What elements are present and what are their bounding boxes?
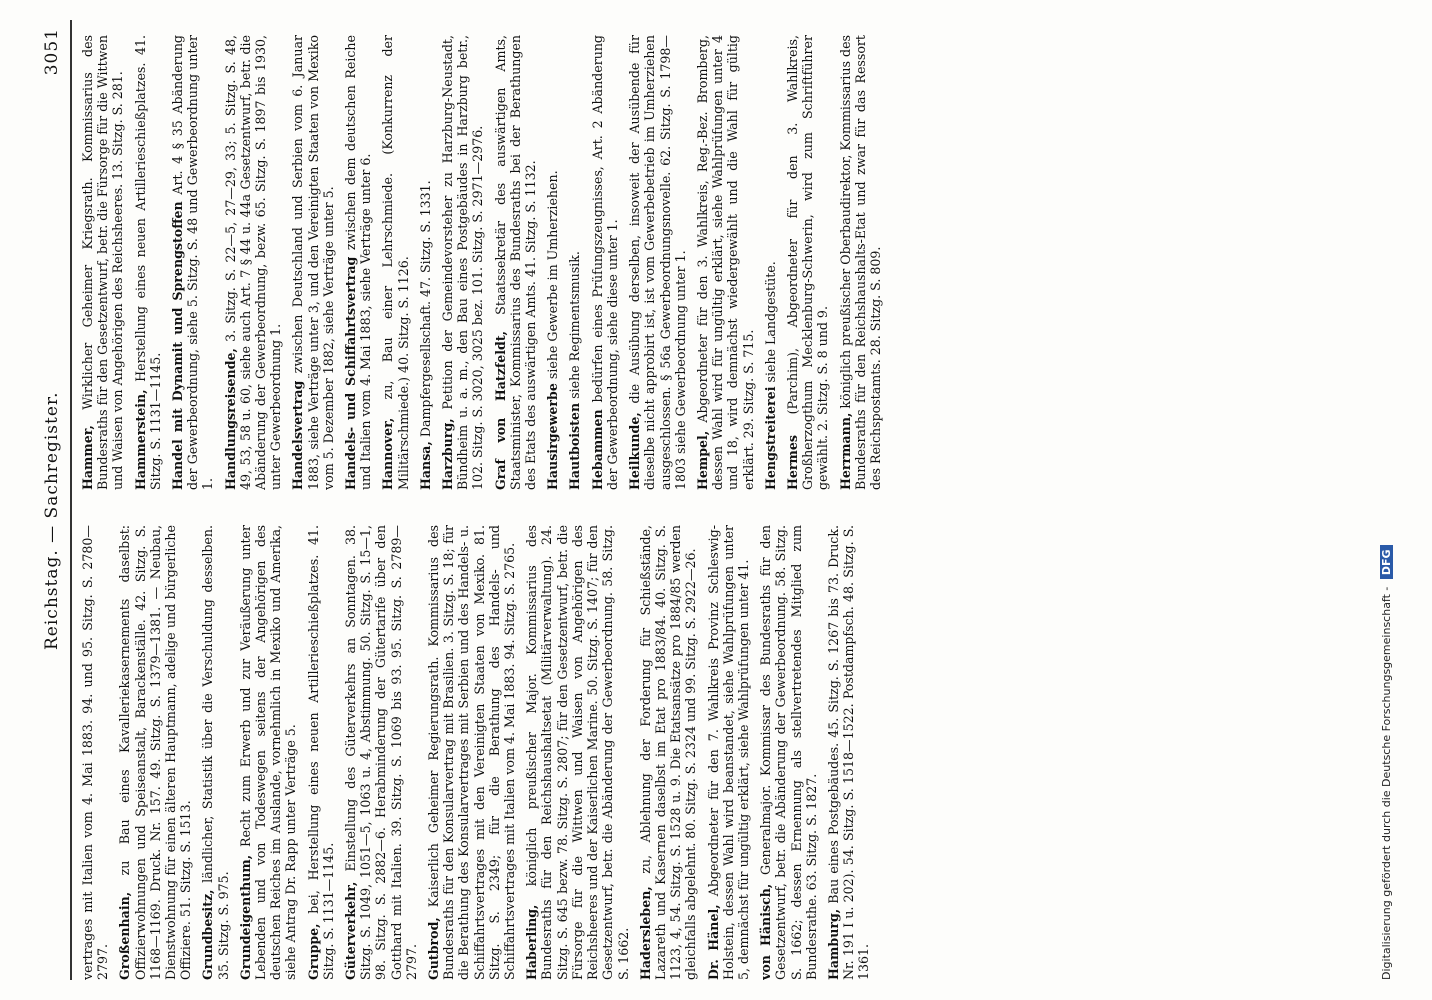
register-entry: [80, 35, 126, 490]
entry-text: Generalmajor. Kommissar des Bundesraths für den Gesetzentwurf, betr. die Abänderung der Gewerbeordnung. 58. Sitzg. S. 1662; dessen Ernennung als stellvertretendes Mitglied zum Bundesrathe. 63. Sitzg. S. 1827.: [758, 525, 819, 980]
entry-keyword: Harzburg,: [440, 418, 456, 490]
entry-text: Bau eines Postgebäudes. 45. Sitzg. S. 1267 bis 73. Druck. Nr. 191 I u. 202). 54. Sitzg. S. 1518—1522. Postdampfsch. 48. Sitzg. S. 1361.: [825, 525, 872, 980]
entry-keyword: Handel mit Dynamit und Sprengstoffen: [170, 201, 186, 490]
register-entry: [290, 35, 336, 490]
register-entry: [785, 35, 831, 490]
column-right: [80, 35, 1380, 490]
entry-keyword: Handelsvertrag: [290, 380, 306, 490]
digitization-label: Digitalisierung gefördert durch die Deutsche Forschungsgemeinschaft -: [1380, 586, 1393, 980]
column-left: [80, 525, 1380, 980]
entry-text: Wirklicher Geheimer Kriegsrath. Kommissarius des Bundesraths für den Gesetzentwurf, betr. die Fürsorge für die Wittwen und Waisen von Angehörigen des Reichsheeres. 13. Sitzg. S. 281.: [80, 35, 126, 490]
entry-keyword: Handlungsreisende,: [222, 348, 238, 490]
entry-text: (Parchim), Abgeordneter für den 3. Wahlkreis, Großherzogthum Mecklenburg-Schwerin, wird zum Schriftführer gewählt. 2. Sitzg. S. 8 und 9.: [784, 35, 831, 490]
running-title: Reichstag. — Sachregister.: [42, 391, 62, 650]
entry-keyword: Hermes: [784, 435, 800, 490]
entry-keyword: Hammer,: [80, 425, 95, 490]
entry-text: bedürfen eines Prüfungszeugnisses, Art. 2 Abänderung der Gewerbeordnung, siehe diese unter 1.: [589, 35, 620, 490]
entry-keyword: Grundeigenthum,: [237, 854, 253, 980]
register-entry: [695, 35, 756, 490]
entry-keyword: Hammerstein,: [132, 389, 148, 490]
entry-text: siehe Gewerbe im Umherziehen.: [545, 170, 561, 380]
register-entry: [343, 525, 419, 980]
digitization-text: [1380, 20, 1393, 980]
register-entry: [627, 35, 688, 490]
entry-text: 3. Sitzg. S. 22—5, 27—29, 33; 5. Sitzg. S. 48, 49, 53, 58 u. 60, siehe auch Art. 7 § 44 u. 44a Gesetzentwurf, betr. die Abänderung der Gewerbeordnung, bezw. 65. Sitzg. S. 1897 bis 1930, unter Gewerbeordnung 1.: [222, 35, 284, 490]
entry-keyword: Gruppe,: [305, 923, 321, 980]
digitization-note: [1376, 10, 1416, 990]
entry-text: Abgeordneter für den 7. Wahlkreis Provinz Schleswig-Holstein, dessen Wahl wird beanstandet, siehe Wahlprüfungen unter 5, demnächst für ungültig erklärt, siehe Wahlprüfungen unter 41.: [705, 525, 751, 980]
entry-text: Recht zum Erwerb und zur Veräußerung unter Lebenden und von Todeswegen seitens der Angehörigen des deutschen Reiches im Auslande, vornehmlich in Mexiko und Amerika, siehe Antrag Dr. Rapp unter Verträge 5.: [237, 525, 299, 980]
entry-text: siehe Regimentsmusik.: [567, 251, 583, 399]
entry-keyword: Grundbesitz,: [200, 889, 216, 980]
entry-text: bei, Herstellung eines neuen Artillerieschießplatzes. 41. Sitzg. S. 1131—1145.: [305, 525, 336, 980]
entry-keyword: Herrmann,: [837, 412, 853, 490]
register-entry: [133, 35, 163, 490]
entry-text: königlich preußischer Major. Kommissarius des Bundesraths für den Reichshaushaltsetat (Militärverwaltung). 24. Sitzg. S. 645 bezw. 78. Sitzg. S. 2807; für den Gesetzentwurf, betr. die Fürsorge für die Wittwen und Waisen von Angehörigen des Reichsheeres und der Kaiserlichen Marine. 50. Sitzg. S. 1407; für den Gesetzentwurf, betr. die Abänderung der Gewerbeordnung. 58. Sitzg. S. 1662.: [524, 525, 631, 980]
register-entry: [200, 525, 230, 980]
entry-text: vertrages mit Italien vom 4. Mai 1883. 94. und 95. Sitzg. S. 2780—2797.: [80, 525, 111, 980]
register-entry: [638, 525, 699, 980]
entry-keyword: Hebammen: [589, 409, 605, 490]
register-entry: [838, 35, 884, 490]
entry-text: Einstellung des Güterverkehrs an Sonntagen. 38. Sitzg. S. 1049, 1051—5, 1063 u. 4, Abstimmung. 50. Sitzg. S. 15—1, 98. Sitzg. S. 2882—6. Herabminderung der Gütertarife über den Gotthard mit Italien. 39. Sitzg. S. 1069 bis 93. 95. Sitzg. S. 2789—2797.: [343, 525, 419, 980]
register-entry: [426, 525, 517, 980]
entry-keyword: Hautboisten: [567, 402, 583, 490]
entry-text: die Ausübung derselben, insoweit der Ausübende für dieselbe nicht approbirt ist, ist vom Gewerbebetrieb im Umherziehen ausgeschlossen. § 56a Gewerbeordnungsnovelle. 62. Sitzg. S. 1798—1803 siehe Gewerbeordnung unter 1.: [627, 35, 688, 490]
register-entry: [758, 525, 819, 980]
entry-keyword: Hadersleben,: [637, 886, 653, 980]
entry-keyword: Dr. Hänel,: [705, 904, 721, 980]
register-entry: [545, 35, 560, 490]
entry-keyword: Heilkunde,: [627, 412, 643, 490]
entry-keyword: Hamburg,: [825, 908, 841, 980]
entry-keyword: Hannover,: [380, 417, 396, 490]
register-entry: [418, 35, 433, 490]
entry-keyword: Großenhain,: [117, 891, 133, 980]
entry-text: Staatssekretär des auswärtigen Amts, Staatsminister, Kommissarius des Bundesraths bei der Berathungen des Etats des auswärtigen Amts. 41. Sitzg. S. 1132.: [492, 35, 539, 490]
register-entry: [493, 35, 539, 490]
entry-keyword: Haberling,: [524, 904, 540, 980]
register-entry: [343, 35, 373, 490]
entry-text: Art. 4 § 35 Abänderung der Gewerbeordnung, siehe 5. Sitzg. S. 48 und Gewerbeordnung unter 1.: [170, 35, 216, 490]
entry-text: zu, Bau einer Lehrschmiede. (Konkurrenz der Militärschmiede.) 40. Sitzg. S. 1126.: [380, 35, 411, 490]
entry-text: zwischen dem deutschen Reiche und Italien vom 4. Mai 1883, siehe Verträge unter 6.: [343, 35, 374, 490]
entry-keyword: Hansa,: [417, 441, 433, 490]
register-entry: [567, 35, 582, 490]
entry-text: ländlicher, Statistik über die Verschuldung desselben. 35. Sitzg. S. 975.: [200, 525, 231, 980]
register-entry: [306, 525, 336, 980]
entry-text: Herstellung eines neuen Artillerieschießplatzes. 41. Sitzg. S. 1131—1145.: [132, 35, 163, 490]
entry-keyword: Handels- und Schiffahrtsvertrag: [343, 256, 359, 490]
entry-text: zwischen Deutschland und Serbien vom 6. Januar 1883, siehe Verträge unter 3, und den Vereinigten Staaten von Mexiko vom 5. Dezember 1882, siehe Verträge unter 5.: [290, 35, 336, 490]
entry-keyword: Hempel,: [694, 430, 710, 490]
page-number: 3051: [42, 28, 62, 76]
entry-text: königlich preußischer Oberbaudirektor, Kommissarius des Bundesraths für den Reichshaushalts-Etat und zwar für das Ressort des Reichspostamts. 28. Sitzg. S. 809.: [837, 35, 883, 490]
header-rule: [70, 20, 72, 980]
entry-text: siehe Landgestüte.: [762, 261, 778, 383]
register-entry: [117, 525, 193, 980]
dfg-logo: DFG: [1380, 545, 1393, 579]
register-entry: [524, 525, 630, 980]
register-entry: [238, 525, 299, 980]
entry-text: Kaiserlich Geheimer Regierungsrath. Kommissarius des Bundesraths für den Konsularvertrag mit Brasilien. 3. Sitzg. S. 18; für die Berathung des Konsularvertrages mit Serbien und des Handels- u. Schiffahrtsvertrages mit den Vereinigten Staaten von Mexiko. 81. Sitzg. S. 2349; für die Berathung des Handels- und Schiffahrtsvertrages mit Italien vom 4. Mai 1883. 94. Sitzg. S. 2765.: [426, 525, 518, 980]
register-entry: [223, 35, 284, 490]
rotated-register-page: [36, 20, 1396, 980]
register-entry: [440, 35, 486, 490]
entry-text: zu Bau eines Kavalleriekasernements daselbst: Offizierwohnungen und Speiseanstalt, Barackenställe. 42. Sitzg. S. 1168—1169. Druck. Nr. 157. 49. Sitzg. S. 1379—1381. — Neubau, Dienstwohnung für einen älteren Hauptmann, adelige und bürgerliche Offiziere. 51. Sitzg. S. 1513.: [117, 525, 194, 980]
entry-keyword: von Hänisch,: [758, 883, 774, 980]
register-entry: [763, 35, 778, 490]
entry-keyword: Hausirgewerbe: [545, 383, 561, 490]
register-entry: [80, 525, 110, 980]
entry-keyword: Graf von Hatzfeldt,: [492, 330, 508, 490]
register-entry: [706, 525, 752, 980]
entry-text: zu, Ablehnung der Forderung für Schießstände, Lazareth und Kasernen daselbst im Etat pro 1883/84. 40. Sitzg. S. 1123, 4, 54. Sitzg. S. 1528 u. 9. Die Etatsansätze pro 1884/85 werden gleichfalls abgelehnt. 80. Sitzg. S. 2324 und 99. Sitzg. S. 2922—26.: [637, 525, 699, 980]
register-entry: [170, 35, 216, 490]
page-header: [36, 20, 70, 980]
register-entry: [826, 525, 872, 980]
entry-keyword: Güterverkehr,: [343, 881, 359, 980]
register-entry: [380, 35, 410, 490]
entry-text: Abgeordneter für den 3. Wahlkreis, Reg.-Bez. Bromberg, dessen Wahl wird für ungültig erklärt, siehe Wahlprüfungen unter 4 und 18, wird demnächst wiedergewählt und die Wahl für gültig erklärt. 29. Sitzg. S. 715.: [694, 35, 756, 490]
entry-text: Petition der Gemeindevorsteher zu Harzburg-Neustadt, Bündheim u. a. m., den Bau eines Postgebäudes in Harzburg betr., 102. Sitzg. S. 3020, 3025 bez. 101. Sitzg. S. 2971—2976.: [440, 35, 486, 490]
entry-keyword: Hengstreiterei: [762, 386, 778, 490]
register-columns: [80, 20, 1380, 980]
entry-keyword: Gutbrod,: [426, 917, 442, 980]
register-entry: [590, 35, 620, 490]
entry-text: Dampfergesellschaft. 47. Sitzg. S. 1331.: [417, 180, 433, 438]
